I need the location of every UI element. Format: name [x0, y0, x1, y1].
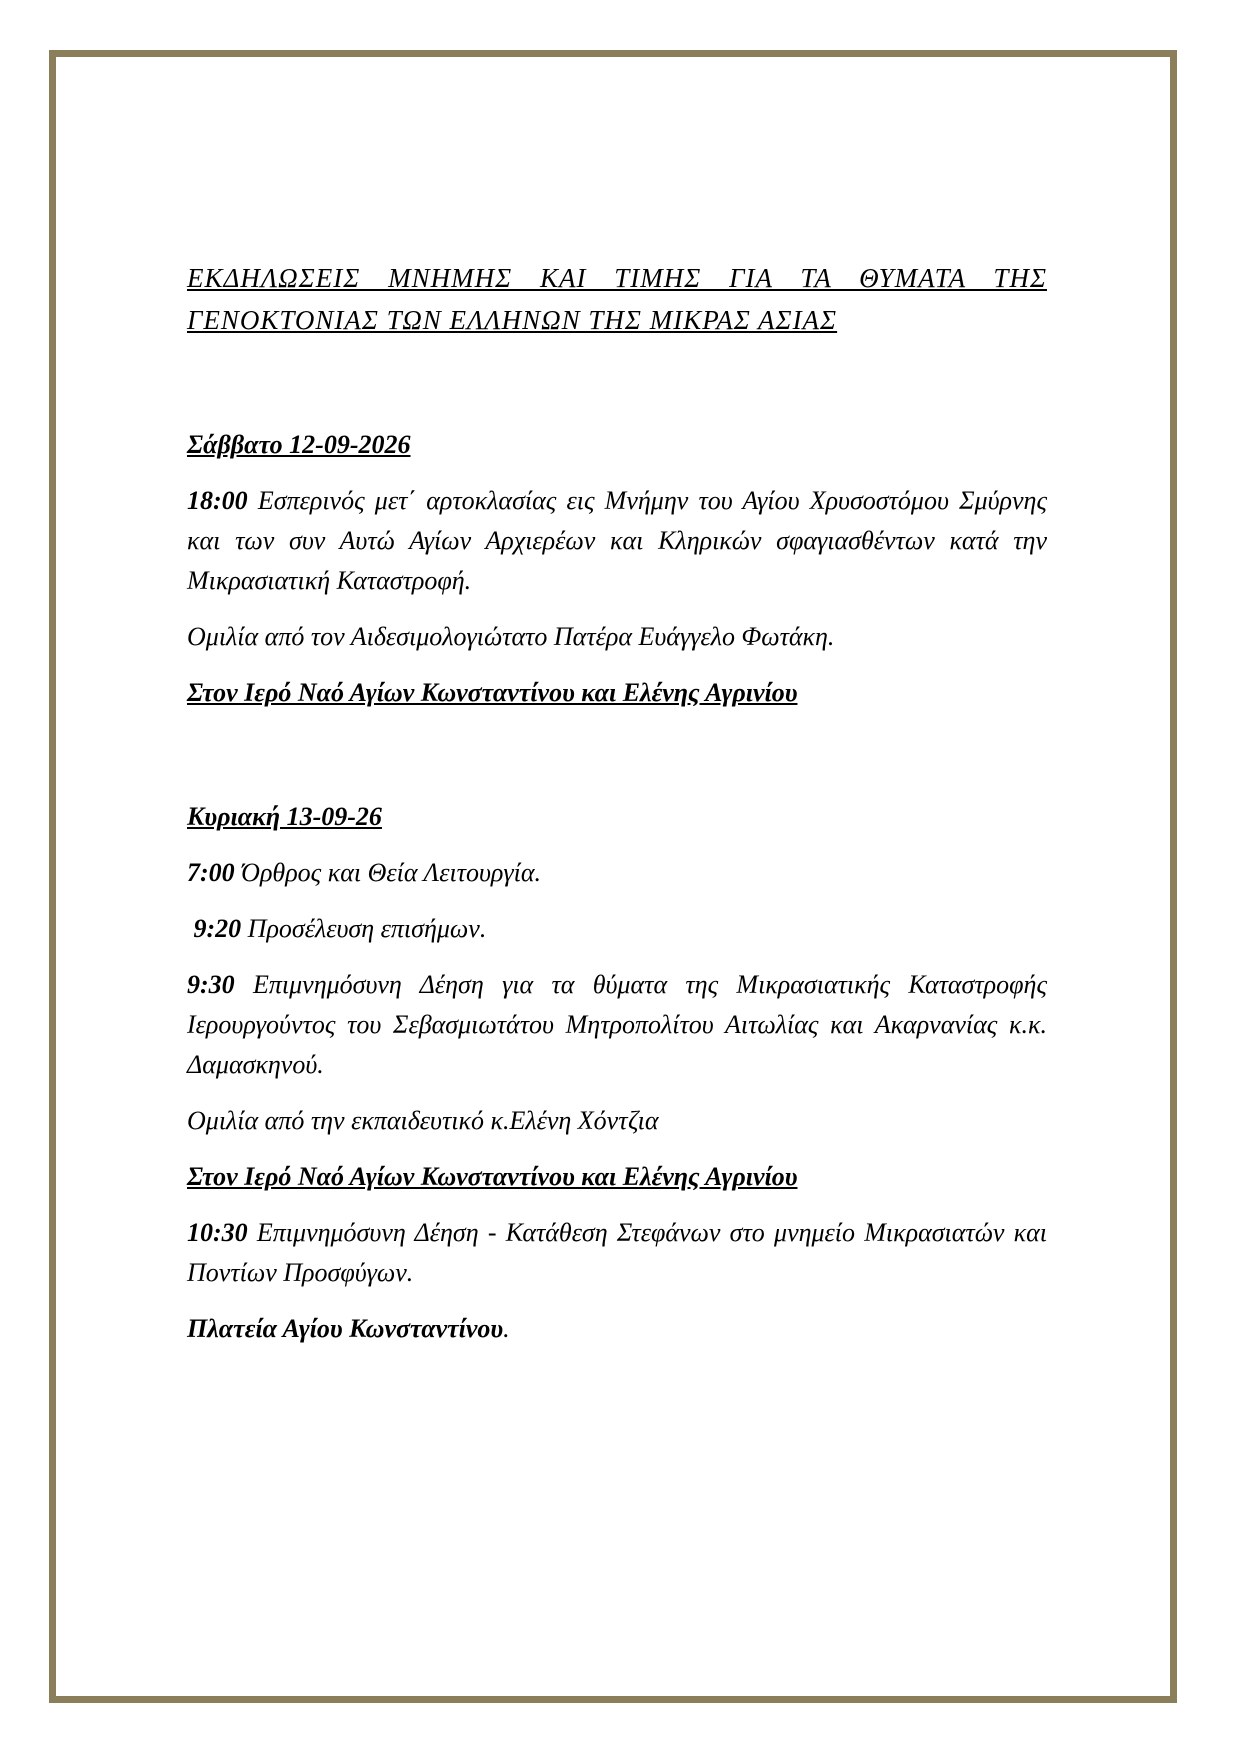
title-line-1: ΕΚΔΗΛΩΣΕΙΣ ΜΝΗΜΗΣ ΚΑΙ ΤΙΜΗΣ ΓΙΑ ΤΑ ΘΥΜΑΤΑ ΤΗΣ: [187, 263, 1047, 293]
saturday-location: [187, 673, 1047, 713]
document-body: [187, 257, 1047, 1349]
sunday-event-wreath: [187, 1213, 1047, 1293]
event-text: Προσέλευση επισήμων.: [247, 914, 487, 943]
event-time: 9:20: [193, 914, 242, 943]
location-text: Στον Ιερό Ναό Αγίων Κωνσταντίνου και Ελένης Αγρινίου: [187, 678, 798, 707]
event-time: 7:00: [187, 858, 235, 887]
event-time: 10:30: [187, 1218, 248, 1247]
event-text: Επιμνημόσυνη Δέηση - Κατάθεση Στεφάνων στο μνημείο Μικρασιατών και Ποντίων Προσφύγων.: [187, 1218, 1047, 1287]
final-location-text: Πλατεία Αγίου Κωνσταντίνου: [187, 1314, 504, 1343]
sunday-event-matins: [187, 853, 1047, 893]
sunday-heading: Κυριακή 13-09-26: [187, 802, 382, 831]
sunday-location: [187, 1157, 1047, 1197]
event-text: Όρθρος και Θεία Λειτουργία.: [241, 858, 542, 887]
event-text: Επιμνημόσυνη Δέηση για τα θύματα της Μικρασιατικής Καταστροφής Ιερουργούντος του Σεβασμιωτάτου Μητροπολίτου Αιτωλίας και Ακαρνανίας κ.κ. Δαμασκηνού.: [187, 970, 1047, 1079]
event-time: 18:00: [187, 486, 248, 515]
document-title: [187, 257, 1047, 341]
saturday-event-vespers: [187, 481, 1047, 601]
title-line-2: ΓΕΝΟΚΤΟΝΙΑΣ ΤΩΝ ΕΛΛΗΝΩΝ ΤΗΣ ΜΙΚΡΑΣ ΑΣΙΑΣ: [187, 305, 838, 335]
sunday-speech: Ομιλία από την εκπαιδευτικό κ.Ελένη Χόντζια: [187, 1106, 659, 1135]
sunday-final-location: [187, 1309, 1047, 1349]
saturday-speech: Ομιλία από τον Αιδεσιμολογιώτατο Πατέρα Ευάγγελο Φωτάκη.: [187, 622, 835, 651]
sunday-event-memorial: [187, 965, 1047, 1085]
location-text: Στον Ιερό Ναό Αγίων Κωνσταντίνου και Ελένης Αγρινίου: [187, 1162, 798, 1191]
event-time: 9:30: [187, 970, 235, 999]
final-punctuation: .: [503, 1314, 510, 1343]
saturday-heading: Σάββατο 12-09-2026: [187, 430, 411, 459]
event-text: Εσπερινός μετ΄ αρτοκλασίας εις Μνήμην του Αγίου Χρυσοστόμου Σμύρνης και των συν Αυτώ Αγίων Αρχιερέων και Κληρικών σφαγιασθέντων κατά την Μικρασιατική Καταστροφή.: [187, 486, 1048, 595]
sunday-event-arrival: [187, 909, 1047, 949]
